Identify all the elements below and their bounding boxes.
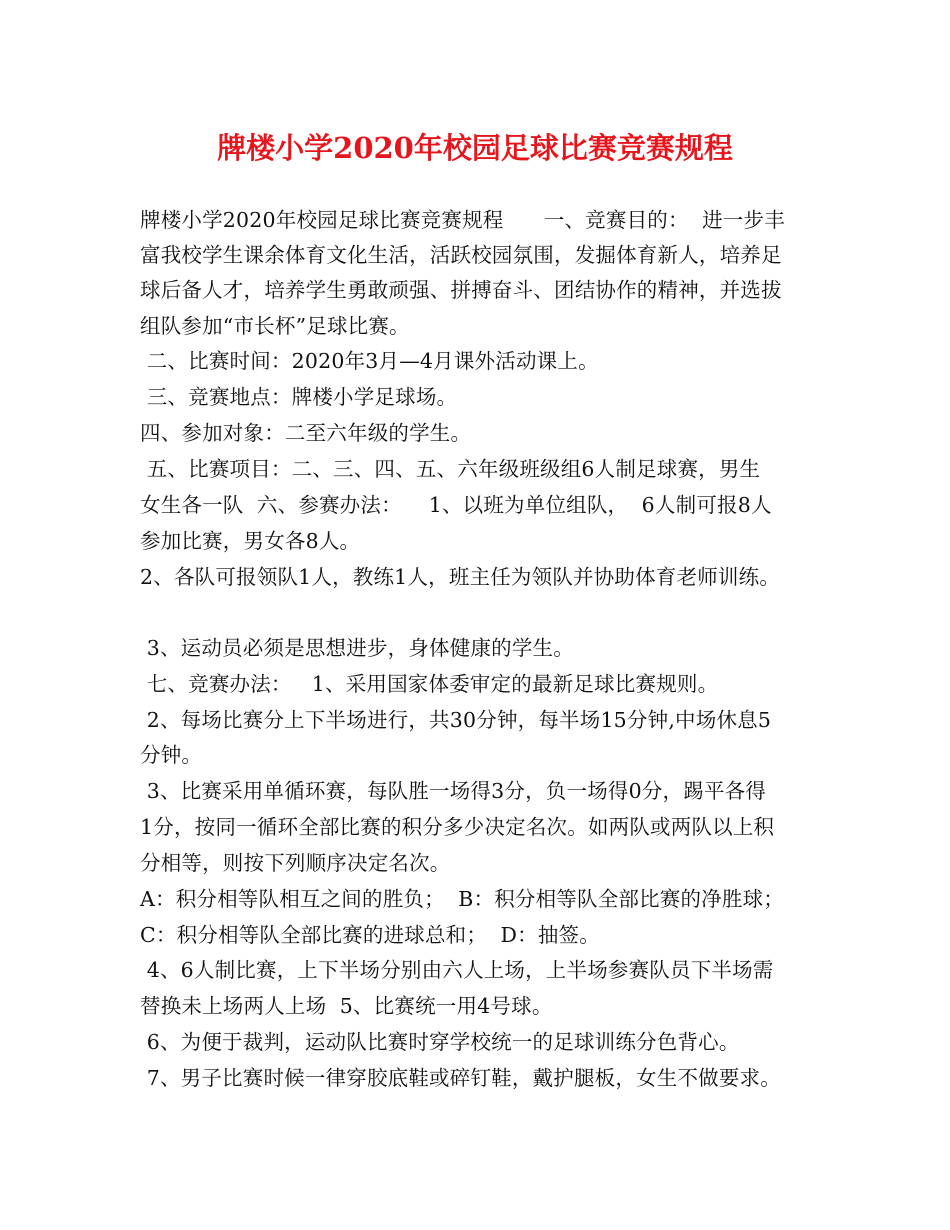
body-line-6: 三、竞赛地点：牌楼小学足球场。: [140, 385, 458, 409]
body-line-8: 五、比赛项目：二、三、四、五、六年级班级组6人制足球赛，男生: [140, 457, 761, 481]
body-line-21: 4、6人制比赛，上下半场分别由六人上场，上半场参赛队员下半场需: [140, 958, 774, 982]
body-line-12: 3、运动员必须是思想进步，身体健康的学生。: [140, 636, 574, 660]
body-line-18: 分相等，则按下列顺序决定名次。: [140, 851, 451, 875]
body-line-9: 女生各一队 六、参赛办法： 1、以班为单位组队， 6人制可报8人: [140, 493, 772, 517]
body-line-15: 分钟。: [140, 743, 203, 767]
body-line-22: 替换未上场两人上场 5、比赛统一用4号球。: [140, 994, 553, 1018]
body-line-5: 二、比赛时间：2020年3月—4月课外活动课上。: [140, 349, 599, 373]
body-line-17: 1分，按同一循环全部比赛的积分多少决定名次。如两队或两队以上积: [140, 815, 775, 839]
body-line-1: 牌楼小学2020年校园足球比赛竞赛规程 一、竞赛目的： 进一步丰: [140, 208, 785, 232]
body-line-23: 6、为便于裁判，运动队比赛时穿学校统一的足球训练分色背心。: [140, 1030, 740, 1054]
body-line-11: 2、各队可报领队1人，教练1人，班主任为领队并协助体育老师训练。: [140, 565, 781, 589]
body-line-10: 参加比赛，男女各8人。: [140, 529, 361, 553]
body-line-24: 7、男子比赛时候一律穿胶底鞋或碎钉鞋，戴护腿板，女生不做要求。: [140, 1066, 781, 1090]
body-line-4: 组队参加“市长杯”足球比赛。: [140, 314, 410, 338]
body-line-14: 2、每场比赛分上下半场进行，共30分钟，每半场15分钟,中场休息5: [140, 708, 772, 732]
body-line-7: 四、参加对象：二至六年级的学生。: [140, 421, 472, 445]
body-line-2: 富我校学生课余体育文化生活，活跃校园氛围，发掘体育新人，培养足: [140, 243, 782, 267]
body-line-16: 3、比赛采用单循环赛，每队胜一场得3分，负一场得0分，踢平各得: [140, 779, 767, 803]
body-line-19: A：积分相等队相互之间的胜负； B：积分相等队全部比赛的净胜球；: [140, 887, 784, 911]
body-line-3: 球后备人才，培养学生勇敢顽强、拼搏奋斗、团结协作的精神，并选拔: [140, 278, 782, 302]
body-line-13: 七、竞赛办法： 1、采用国家体委审定的最新足球比赛规则。: [140, 672, 719, 696]
document-title: 牌楼小学2020年校园足球比赛竞赛规程: [217, 131, 733, 165]
body-line-20: C：积分相等队全部比赛的进球总和； D：抽签。: [140, 923, 600, 947]
